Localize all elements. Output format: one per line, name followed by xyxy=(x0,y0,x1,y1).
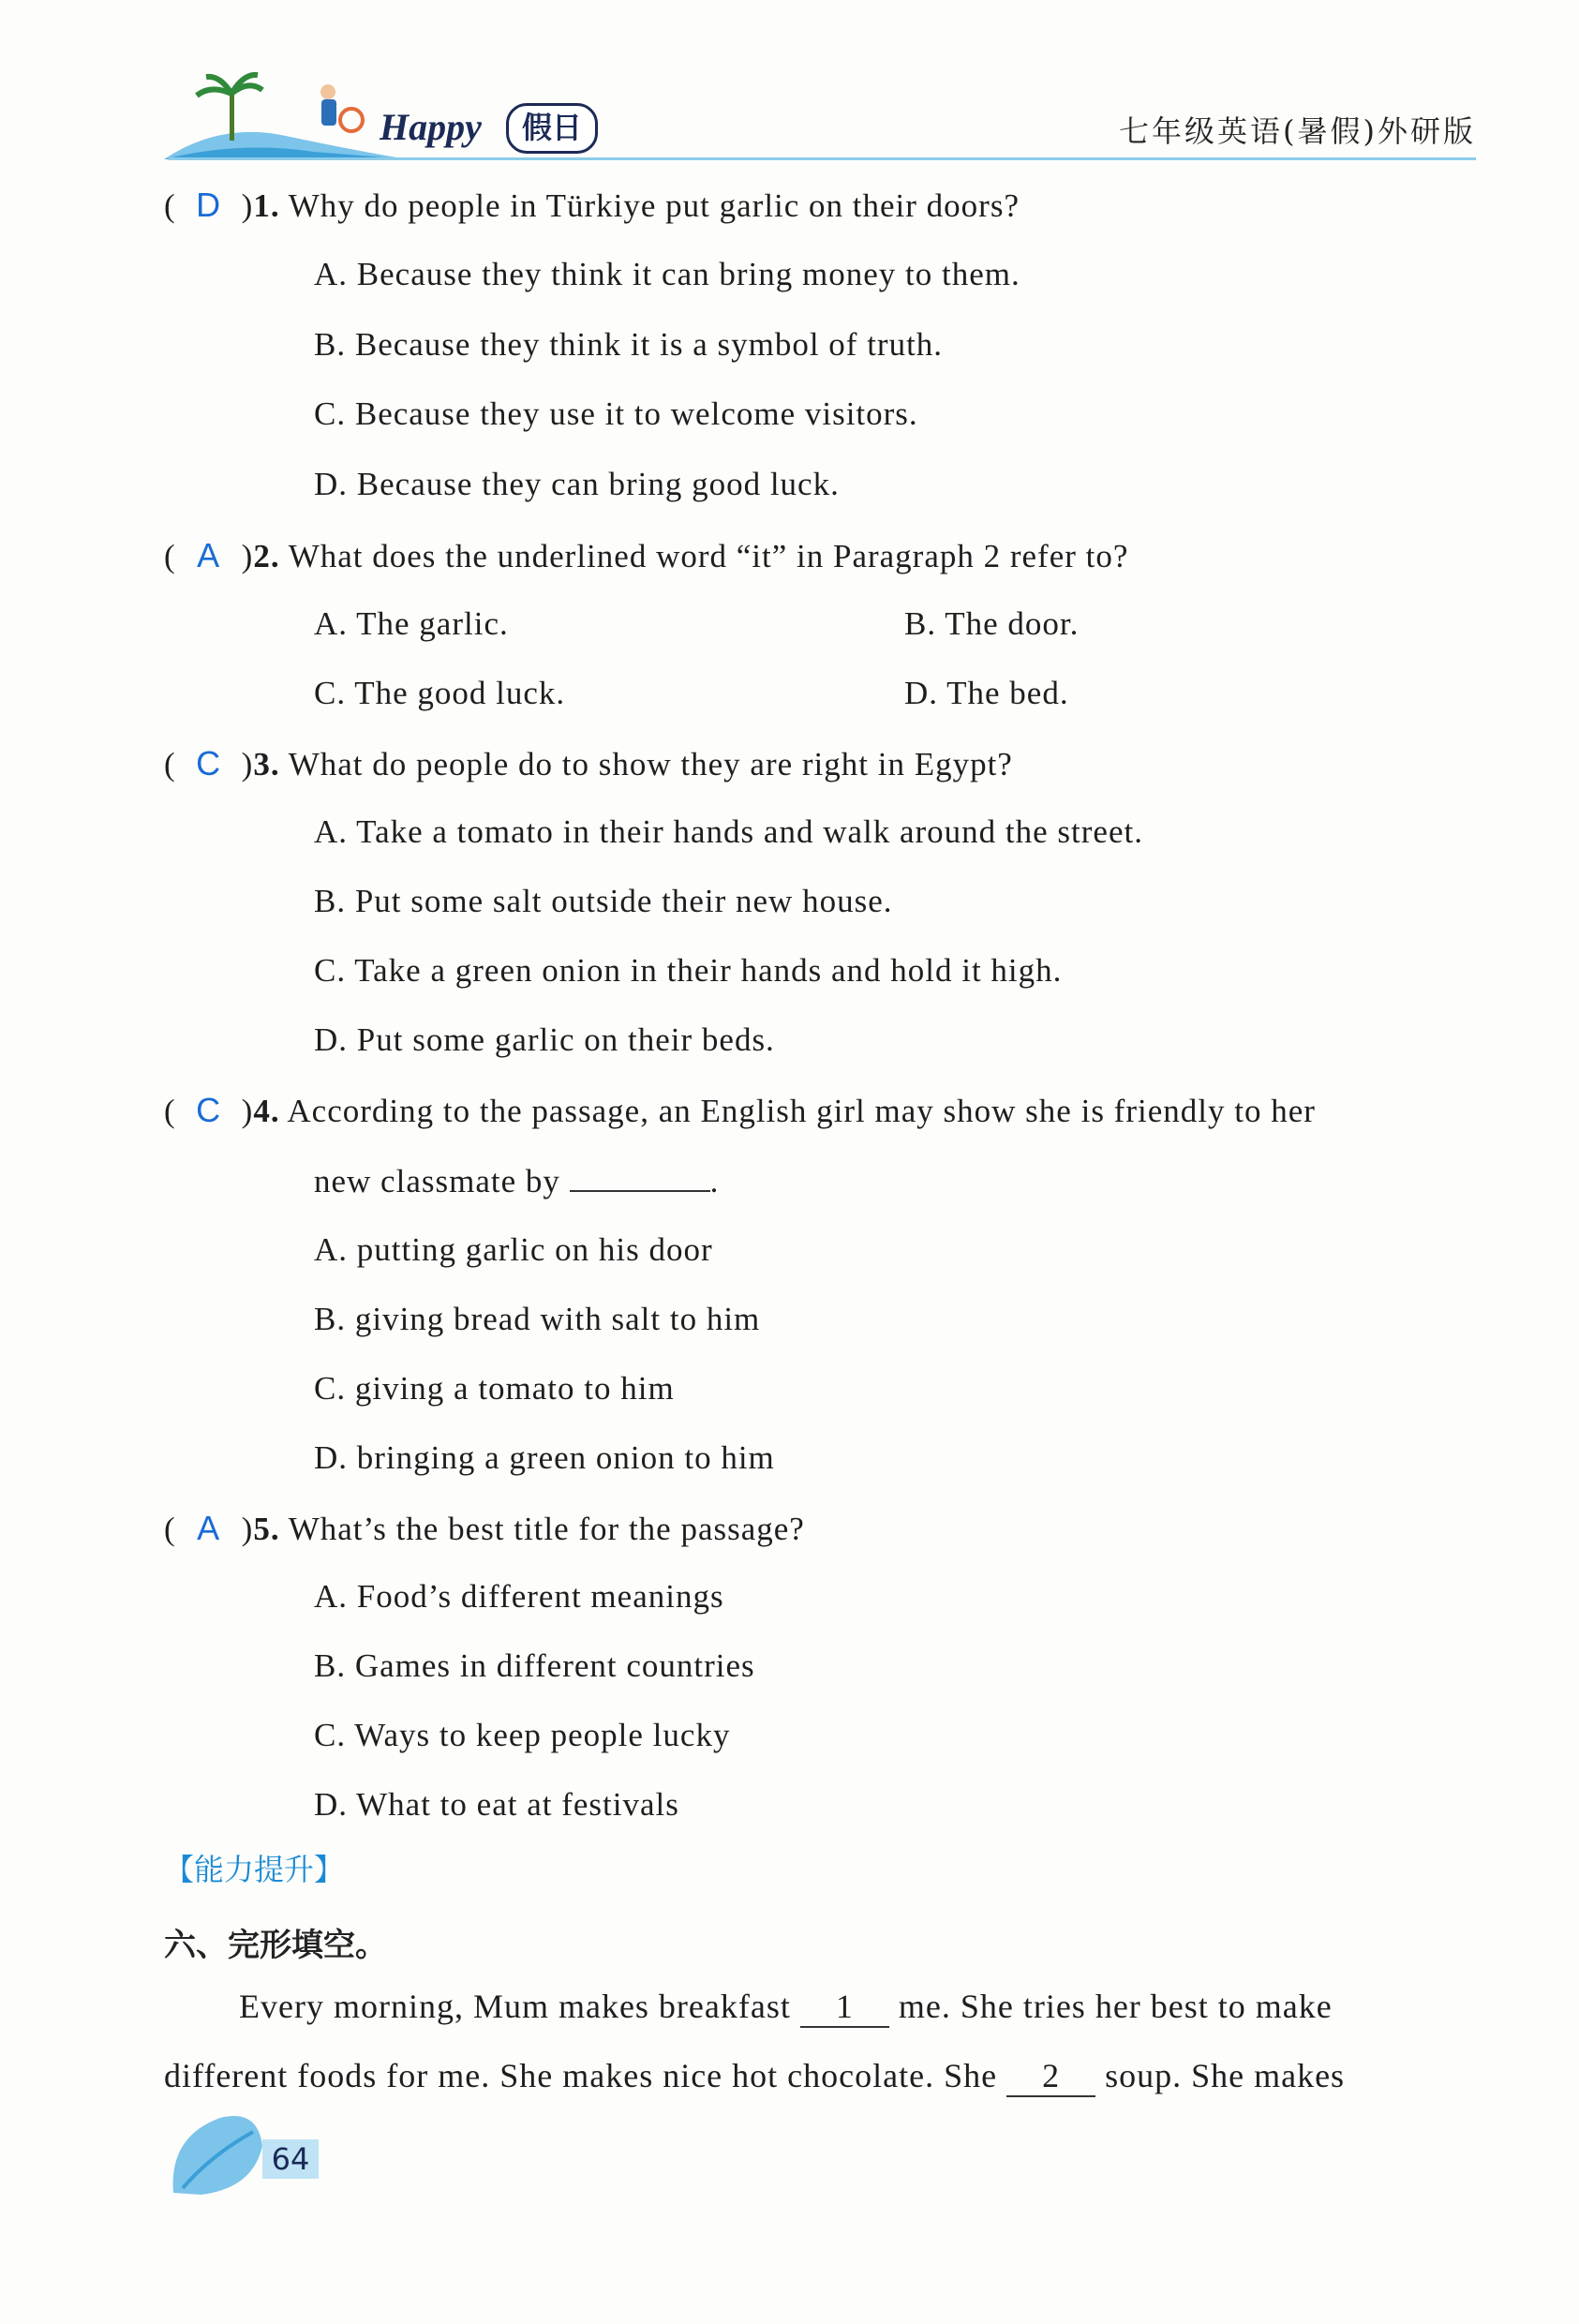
option: A. Because they think it can bring money to them. xyxy=(314,256,1020,292)
passage-line-1: Every morning, Mum makes breakfast 1 me. She tries her best to make xyxy=(239,1987,1333,2028)
beach-illustration-icon xyxy=(164,66,408,169)
leaf-icon xyxy=(164,2108,267,2202)
answer-blank xyxy=(570,1162,710,1192)
option: B. giving bread with salt to him xyxy=(314,1301,761,1337)
section-tag: 【能力提升】 xyxy=(164,1852,345,1887)
option: B. The door. xyxy=(904,605,1080,642)
passage-line-2: different foods for me. She makes nice hot chocolate. She 2 soup. She makes xyxy=(164,2056,1345,2097)
answer-3: C xyxy=(196,744,222,782)
question-text: Why do people in Türkiye put garlic on their doors? xyxy=(288,187,1020,224)
page-header xyxy=(0,0,1579,169)
answer-4: C xyxy=(196,1091,222,1129)
question-4: ( C )4. According to the passage, an English girl may show she is friendly to her xyxy=(164,1091,1316,1129)
option: D. What to eat at festivals xyxy=(314,1786,679,1823)
question-1: ( D )1. Why do people in Türkiye put garlic on their doors? xyxy=(164,186,1020,224)
option: C. Take a green onion in their hands and hold it high. xyxy=(314,952,1063,989)
page-number: 64 xyxy=(262,2139,319,2179)
question-text: What’s the best title for the passage? xyxy=(288,1511,805,1547)
brand-wordmark: Happy xyxy=(380,106,482,148)
question-5: ( A )5. What’s the best title for the passage? xyxy=(164,1509,805,1547)
option: A. Food’s different meanings xyxy=(314,1578,724,1615)
cloze-blank-2: 2 xyxy=(1006,2056,1095,2097)
header-divider xyxy=(169,157,1476,160)
answer-2: A xyxy=(197,536,221,574)
question-2: ( A )2. What does the underlined word “it” in Paragraph 2 refer to? xyxy=(164,536,1129,574)
question-text: According to the passage, an English girl may show she is friendly to her xyxy=(287,1093,1316,1129)
option: D. bringing a green onion to him xyxy=(314,1439,775,1476)
question-3: ( C )3. What do people do to show they are right in Egypt? xyxy=(164,744,1013,782)
question-text: What does the underlined word “it” in Paragraph 2 refer to? xyxy=(288,538,1129,574)
section-heading: 六、完形填空。 xyxy=(164,1927,387,1964)
option: D. Because they can bring good luck. xyxy=(314,466,840,502)
question-text: What do people do to show they are right in Egypt? xyxy=(288,746,1013,782)
option: B. Put some salt outside their new house. xyxy=(314,883,893,919)
option: B. Games in different countries xyxy=(314,1647,755,1684)
option: B. Because they think it is a symbol of truth. xyxy=(314,326,944,363)
answer-1: D xyxy=(196,186,222,224)
option: A. The garlic. xyxy=(314,605,509,642)
option: C. Ways to keep people lucky xyxy=(314,1717,731,1753)
option: D. The bed. xyxy=(904,675,1069,711)
question-4-continued: new classmate by . xyxy=(314,1163,720,1199)
book-title: 七年级英语(暑假)外研版 xyxy=(1119,113,1476,149)
option: D. Put some garlic on their beds. xyxy=(314,1021,775,1058)
option: A. Take a tomato in their hands and walk around the street. xyxy=(314,813,1143,850)
option: C. The good luck. xyxy=(314,675,566,711)
answer-5: A xyxy=(197,1509,221,1547)
option: A. putting garlic on his door xyxy=(314,1231,713,1268)
option: C. Because they use it to welcome visitors. xyxy=(314,395,918,432)
brand-badge: 假日 xyxy=(506,103,598,154)
option: C. giving a tomato to him xyxy=(314,1370,675,1407)
cloze-blank-1: 1 xyxy=(800,1987,889,2028)
